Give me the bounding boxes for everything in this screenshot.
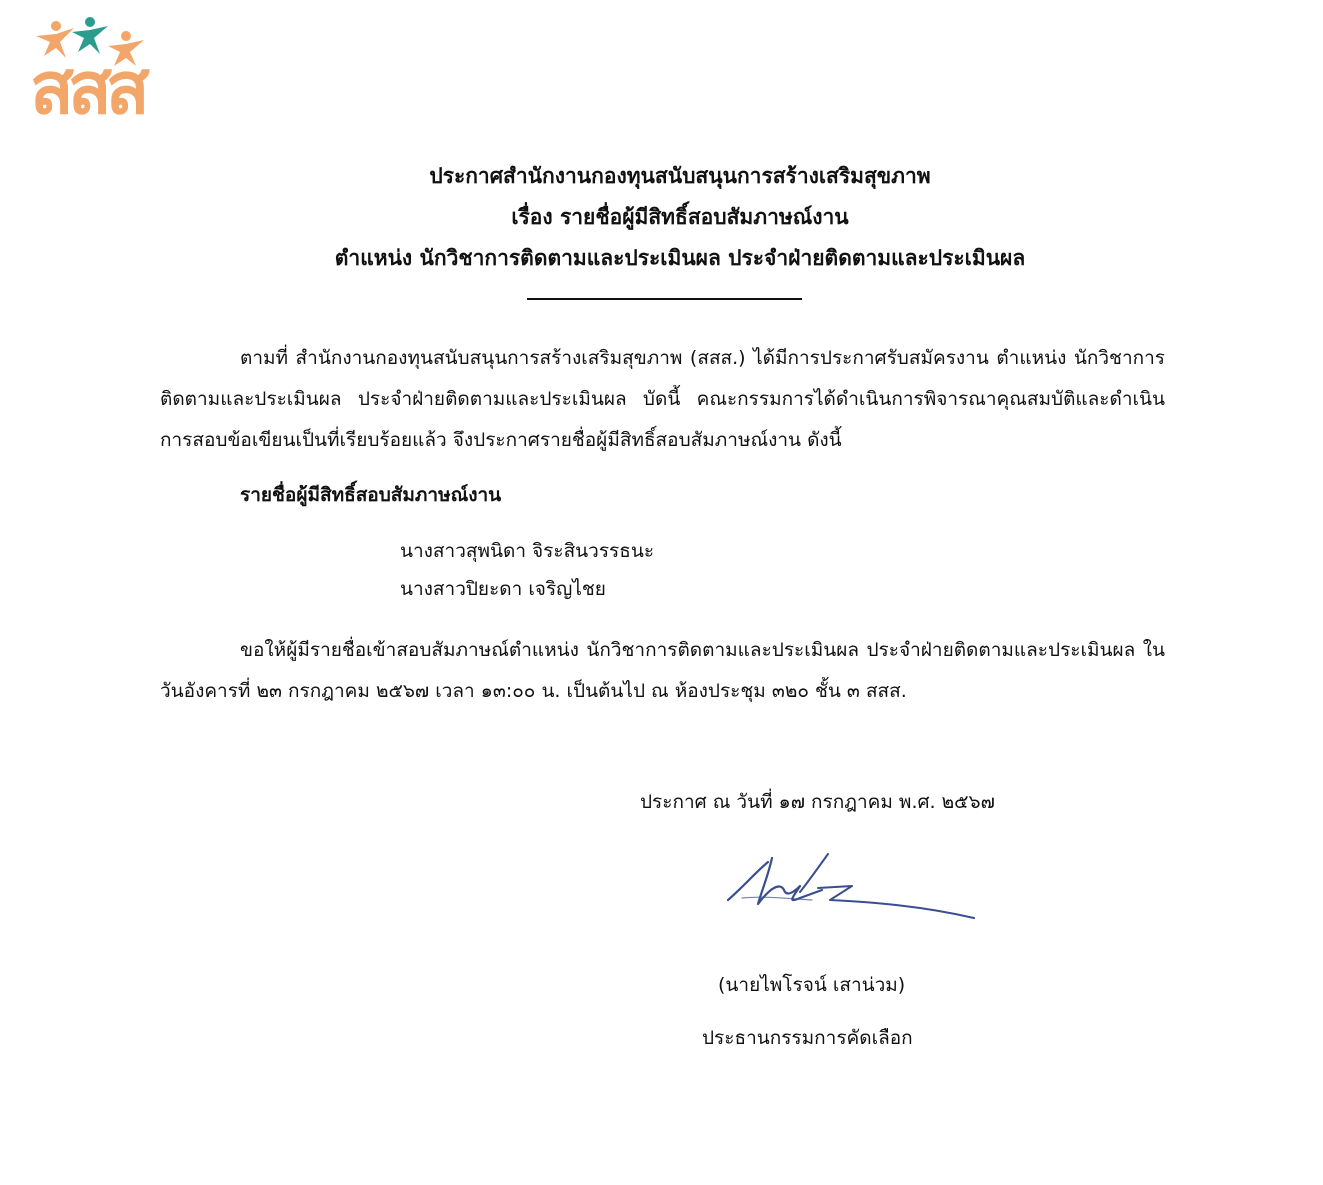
announcement-subject: เรื่อง รายชื่อผู้มีสิทธิ์สอบสัมภาษณ์งาน (511, 205, 849, 229)
announcement-position: ตำแหน่ง นักวิชาการติดตามและประเมินผล ประจำฝ่ายติดตามและประเมินผล (334, 246, 1026, 270)
candidate-name: นางสาวสุพนิดา จิระสินวรรธนะ (400, 540, 655, 562)
intro-paragraph: ตามที่ สำนักงานกองทุนสนับสนุนการสร้างเสริมสุขภาพ (สสส.) ได้มีการประกาศรับสมัครงาน ตำแหน่ง นักวิชาการติดตามและประเมินผล ประจำฝ่ายติดตามและประเมินผล บัดนี้ คณะกรรมการได้ดำเนินการพิจารณาคุณสมบัติและดำเนินการสอบข้อเขียนเป็นที่เรียบร้อยแล้ว จึงประกาศรายชื่อผู้มีสิทธิ์สอบสัมภาษณ์งาน ดังนี้ (160, 347, 1165, 451)
candidate-list (400, 532, 654, 608)
announcement-date: ประกาศ ณ วันที่ ๑๗ กรกฎาคม พ.ศ. ๒๕๖๗ (640, 791, 995, 813)
signer-title: ประธานกรรมการคัดเลือก (702, 1027, 913, 1049)
signature-image (722, 848, 982, 928)
signer-name: (นายไพโรจน์ เสาน่วม) (718, 974, 906, 996)
interview-paragraph: ขอให้ผู้มีรายชื่อเข้าสอบสัมภาษณ์ตำแหน่ง นักวิชาการติดตามและประเมินผล ประจำฝ่ายติดตามและประเมินผล ในวันอังคารที่ ๒๓ กรกฎาคม ๒๕๖๗ เวลา ๑๓:๐๐ น. เป็นต้นไป ณ ห้องประชุม ๓๒๐ ชั้น ๓ สสส. (160, 639, 1165, 702)
thaihealth-logo (26, 14, 202, 134)
candidate-name: นางสาวปิยะดา เจริญไชย (400, 578, 606, 600)
announcement-title: ประกาศสำนักงานกองทุนสนับสนุนการสร้างเสริมสุขภาพ (429, 164, 931, 188)
candidate-list-heading: รายชื่อผู้มีสิทธิ์สอบสัมภาษณ์งาน (240, 484, 502, 506)
title-underline (527, 298, 802, 300)
logo-wordmark: สสส (30, 46, 144, 130)
